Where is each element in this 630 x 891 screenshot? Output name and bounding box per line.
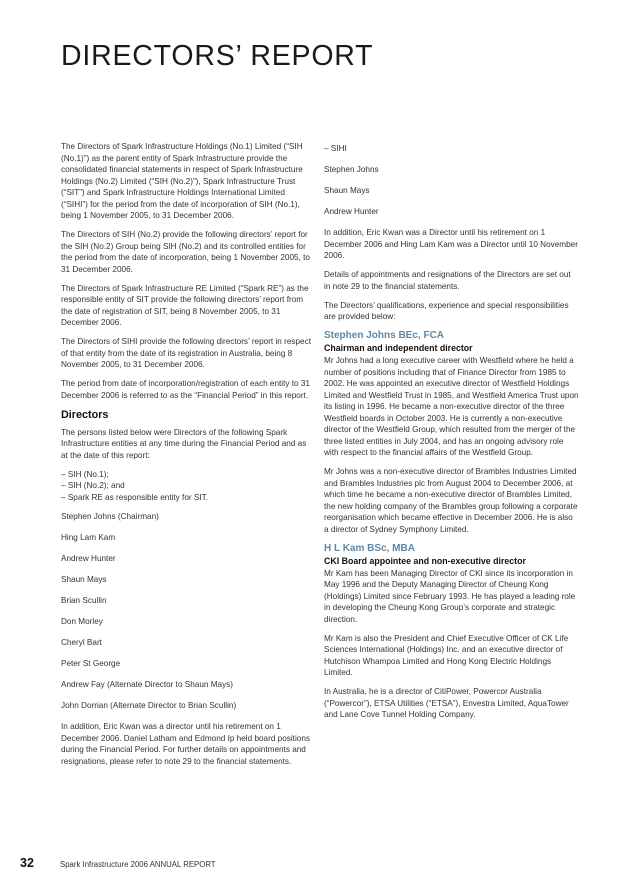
director-name: Stephen Johns (Chairman) [61, 511, 159, 521]
intro-paragraph: The Directors of SIH (No.2) provide the following directors’ report for the SIH (No.2) Group being SIH (No.2) and its controlled entities for the period from the date of incorporation, being 1 November 2005, to 31 December 2006. [61, 230, 310, 274]
sihi-director-name: Andrew Hunter [324, 207, 379, 217]
page-number: 32 [20, 856, 34, 870]
directors-heading: Directors [61, 408, 109, 421]
director-name: Brian Scullin [61, 595, 107, 605]
director-name: John Dorrian (Alternate Director to Brian Scullin) [61, 701, 237, 711]
profile-role: CKI Board appointee and non-executive director [324, 555, 526, 566]
body-paragraph: The Directors’ qualifications, experience and special responsibilities are provided below: [324, 300, 569, 322]
sihi-director-name: Stephen Johns [324, 165, 379, 175]
director-name: Cheryl Bart [61, 638, 102, 648]
entity-list-item: – SIH (No.1); [61, 469, 109, 479]
intro-paragraph: The Directors of Spark Infrastructure RE Limited (“Spark RE”) as the responsible entity of SIT provide the following directors’ report from the date of registration of SIT, being 8 November 2005, to 31 December 2006. [61, 283, 309, 327]
body-paragraph: Details of appointments and resignations of the Directors are set out in note 29 to the financial statements. [324, 270, 571, 291]
footer-text: Spark Infrastructure 2006 ANNUAL REPORT [60, 860, 216, 869]
right-column [324, 143, 579, 728]
directors-intro: The persons listed below were Directors of the following Spark Infrastructure entities at any time during the Financial Period and as at the date of this report: [61, 427, 307, 460]
profile-name: Stephen Johns BEc, FCA [324, 330, 445, 342]
profile-name: H L Kam BSc, MBA [324, 542, 415, 554]
entity-list-item: – SIH (No.2); and [61, 481, 125, 490]
director-name: Don Morley [61, 616, 103, 626]
intro-paragraph: The Directors of SIHI provide the following directors’ report in respect of that entity from the date of its registration in Australia, being 8 November 2005, to 31 December 2006. [61, 337, 311, 369]
intro-paragraph: The Directors of Spark Infrastructure Holdings (No.1) Limited (“SIH (No.1)”) as the parent entity of Spark Infrastructure provide the consolidated financial statements in respect of Spark Infrastructure Holdings (No.2) Limited (“SIH (No.2)”), Spark Infrastructure Trust (“SIT”) and Spark Infrastructure Holdings International Limited (“SIHI”) for the period from the date of incorporation of SIH (No.1), being 1 November 2005, to 31 December 2006. [61, 142, 303, 220]
page-footer [20, 856, 216, 870]
director-name: Hing Lam Kam [61, 532, 116, 542]
intro-paragraph: The period from date of incorporation/registration of each entity to 31 December 2006 is referred to as the “Financial Period” in this report. [61, 379, 310, 400]
director-name: Andrew Fay (Alternate Director to Shaun Mays) [61, 680, 234, 690]
profile-role: Chairman and independent director [324, 343, 473, 354]
director-name: Peter St George [61, 659, 121, 669]
closing-paragraph: In addition, Eric Kwan was a director until his retirement on 1 December 2006. Daniel Latham and Edmond Ip held board positions during the Financial Period. For further details on appointments and resignations, please refer to note 29 to the financial statements. [61, 722, 310, 766]
left-column [61, 141, 313, 775]
body-paragraph: In addition, Eric Kwan was a Director until his retirement on 1 December 2006 and Hing Lam Kam was a Director until 10 November 2006. [324, 228, 578, 261]
profile-paragraph: Mr Kam is also the President and Chief Executive Officer of CK Life Sciences International (Holdings) Inc. and an executive director of Hutchison Whampoa Limited and Hong Kong Electric Holdings Limited. [324, 633, 569, 678]
director-name: Andrew Hunter [61, 553, 116, 563]
profile-paragraph: Mr Johns was a non-executive director of Brambles Industries Limited and Brambles Industries plc from August 2004 to December 2006, at which time he became a non-executive director of Brambles Limited, the new holding company of the Brambles group following a corporate reorganisation which became effective in December 2006. He is also a director of Sydney Symphony Limited. [324, 467, 578, 534]
sihi-director-name: Shaun Mays [324, 186, 370, 196]
entity-list-item: – Spark RE as responsible entity for SIT. [61, 492, 208, 502]
profile-paragraph: In Australia, he is a director of CitiPower, Powercor Australia (“Powercor”), ETSA Utilities (“ETSA”), Envestra Limited, AquaTower and Lane Cove Tunnel Holding Company. [324, 687, 569, 720]
profile-paragraph: Mr Johns had a long executive career with Westfield where he held a number of positions including that of Finance Director from 1985 to 2002. He was appointed an executive director of Westfield Holdings Limited and Westfield Trust in 1985, and Westfield America Trust upon its listing in 1996. He became a non-executive director of the three Westfield boards in October 2003. He is currently a non-executive director of the Westfield Group, which resulted from the merger of the three listed entities in July 2004, and has an ongoing advisory role with respect to the financial affairs of the Westfield Group. [324, 356, 579, 458]
director-name: Shaun Mays [61, 574, 107, 584]
profile-paragraph: Mr Kam has been Managing Director of CKI since its incorporation in May 1996 and the Deputy Managing Director of Cheung Kong (Holdings) Limited since February 1993. He has played a leading role in developing the Cheung Kong Group’s corporate and strategic direction. [324, 568, 576, 624]
sihi-label: – SIHI [324, 144, 347, 153]
page-title: DIRECTORS’ REPORT [61, 40, 374, 72]
